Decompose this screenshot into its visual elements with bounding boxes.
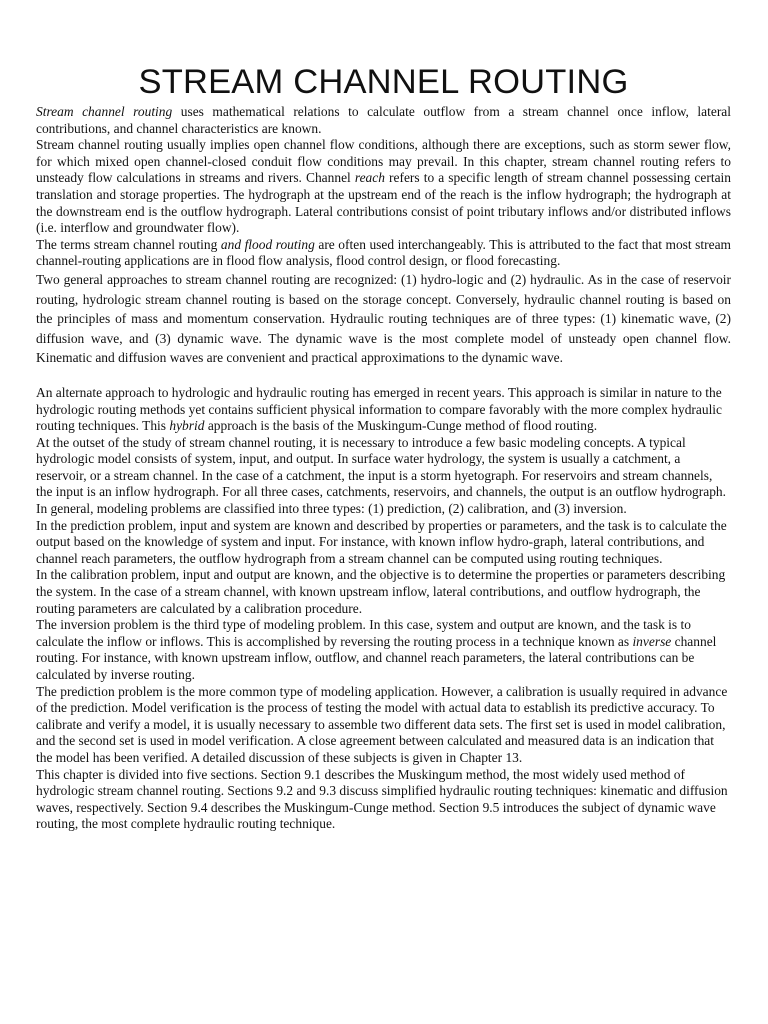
inline-text: uses mathematical relations to calculate outflow from a stream channel once inflow, lateral contributions, and channel characteristics are known. [36,104,731,136]
inline-italic: inverse [632,633,672,649]
inline-text: refers to a specific length of stream channel possessing certain translation and storage properties. The hydrograph at the upstream end of the reach is the inflow hydrograph; the hydrograph at the downstream end is the outflow hydrograph. Lateral contributions consist of point tributary inflows and/or distributed inflows (i.e. interflow and groundwater flow). [36,170,731,236]
paragraph-modeling-concepts [36,435,731,501]
paragraph-alternate [36,385,731,435]
inline-text: Two general approaches to stream channel routing are recognized: (1) hydro-logic and (2) hydraulic. As in the case of reservoir routing, hydrologic stream channel routing is based on the storage concept. Conversely, hydraulic channel routing is based on the principles of mass and momentum conservation. Hydraulic routing techniques are of three types: (1) kinematic wave, (2) diffusion wave, and (3) dynamic wave. The dynamic wave is the most complete model of unsteady open channel flow. Kinematic and diffusion waves are convenient and practical approximations to the dynamic wave. [36,271,731,366]
paragraph-prediction [36,518,731,568]
paragraph-verification [36,684,731,767]
paragraph-approaches [36,270,731,368]
inline-text: The inversion problem is the third type of modeling problem. In this case, system and output are known, and the task is to calculate the inflow or inflows. This is accomplished by reversing the routing process in a technique known as [36,617,691,649]
paragraph-intro [36,104,731,137]
inline-text: In the calibration problem, input and output are known, and the objective is to determine the properties or parameters describing the system. In the case of a stream channel, with known upstream inflow, lateral contributions, and outflow hydrograph, the routing parameters are calculated by a calibration procedure. [36,567,726,616]
inline-text: approach is the basis of the Muskingum-Cunge method of flood routing. [204,418,598,434]
inline-text: This chapter is divided into five sections. Section 9.1 describes the Muskingum method, the most widely used method of hydrologic stream channel routing. Sections 9.2 and 9.3 discuss simplified hydraulic routing techniques: kinematic and diffusion waves, respectively. Section 9.4 describes the Muskingum-Cunge method. Section 9.5 introduces the subject of dynamic wave routing, the most complete hydraulic routing technique. [36,766,728,832]
inline-italic: Stream channel routing [36,104,173,119]
inline-italic: reach [354,170,385,186]
inline-text: The prediction problem is the more common type of modeling application. However, a calibration is usually required in advance of the prediction. Model verification is the process of testing the model with actual data to establish its predictive accuracy. To calibrate and verify a model, it is usually necessary to assemble two different data sets. The first set is used in model calibration, and the second set is used in model verification. A close agreement between calculated and measured data is an indication that the model has been verified. A detailed discussion of these subjects is given in Chapter 13. [36,683,728,765]
document-page [36,62,731,833]
paragraph-terms [36,237,731,270]
inline-text: In the prediction problem, input and system are known and described by properties or parameters, and the task is to calculate the output based on the knowledge of system and input. For instance, with known inflow hydro-graph, lateral contributions, and channel reach parameters, the outflow hydrograph from a stream channel can be computed using routing techniques. [36,517,727,566]
paragraph-inversion [36,617,731,683]
inline-text: Stream channel routing usually implies open channel flow conditions, although there are exceptions, such as storm sewer flow, for which mixed open channel-closed conduit flow conditions may prevail. In this chapter, stream channel routing refers to unsteady flow calculations in streams and rivers. Channel [36,137,731,186]
inline-italic: and flood routing [220,236,315,252]
inline-text: At the outset of the study of stream channel routing, it is necessary to introduce a few basic modeling concepts. A typical hydrologic model consists of system, input, and output. In surface water hydrology, the system is usually a catchment, a reservoir, or a stream channel. In the case of a catchment, the input is a storm hyetograph. For reservoirs and stream channels, the input is an inflow hydrograph. For all three cases, catchments, reservoirs, and channels, the output is an outflow hydrograph. [36,434,726,500]
paragraph-definition [36,137,731,237]
inline-text: An alternate approach to hydrologic and hydraulic routing has emerged in recent years. This approach is similar in nature to the hydrologic routing methods yet contains sufficient physical information to compare favorably with the more complex hydraulic routing techniques. This [36,384,723,434]
inline-text: In general, modeling problems are classified into three types: (1) prediction, (2) calibration, and (3) inversion. [36,501,627,517]
page-title: STREAM CHANNEL ROUTING [138,63,629,101]
inline-text: are often used interchangeably. This is attributed to the fact that most stream channel-routing applications are in flood flow analysis, flood control design, or flood forecasting. [36,236,731,269]
inline-italic: hybrid [169,418,205,434]
paragraph-gap [36,368,731,385]
paragraph-calibration [36,567,731,617]
paragraph-problem-types [36,501,731,518]
inline-text: The terms stream channel routing [36,236,221,252]
paragraph-chapter-outline [36,767,731,833]
inline-text: channel routing. For instance, with known upstream inflow, outflow, and channel reach parameters, the lateral contributions can be calculated by inverse routing. [36,633,717,682]
